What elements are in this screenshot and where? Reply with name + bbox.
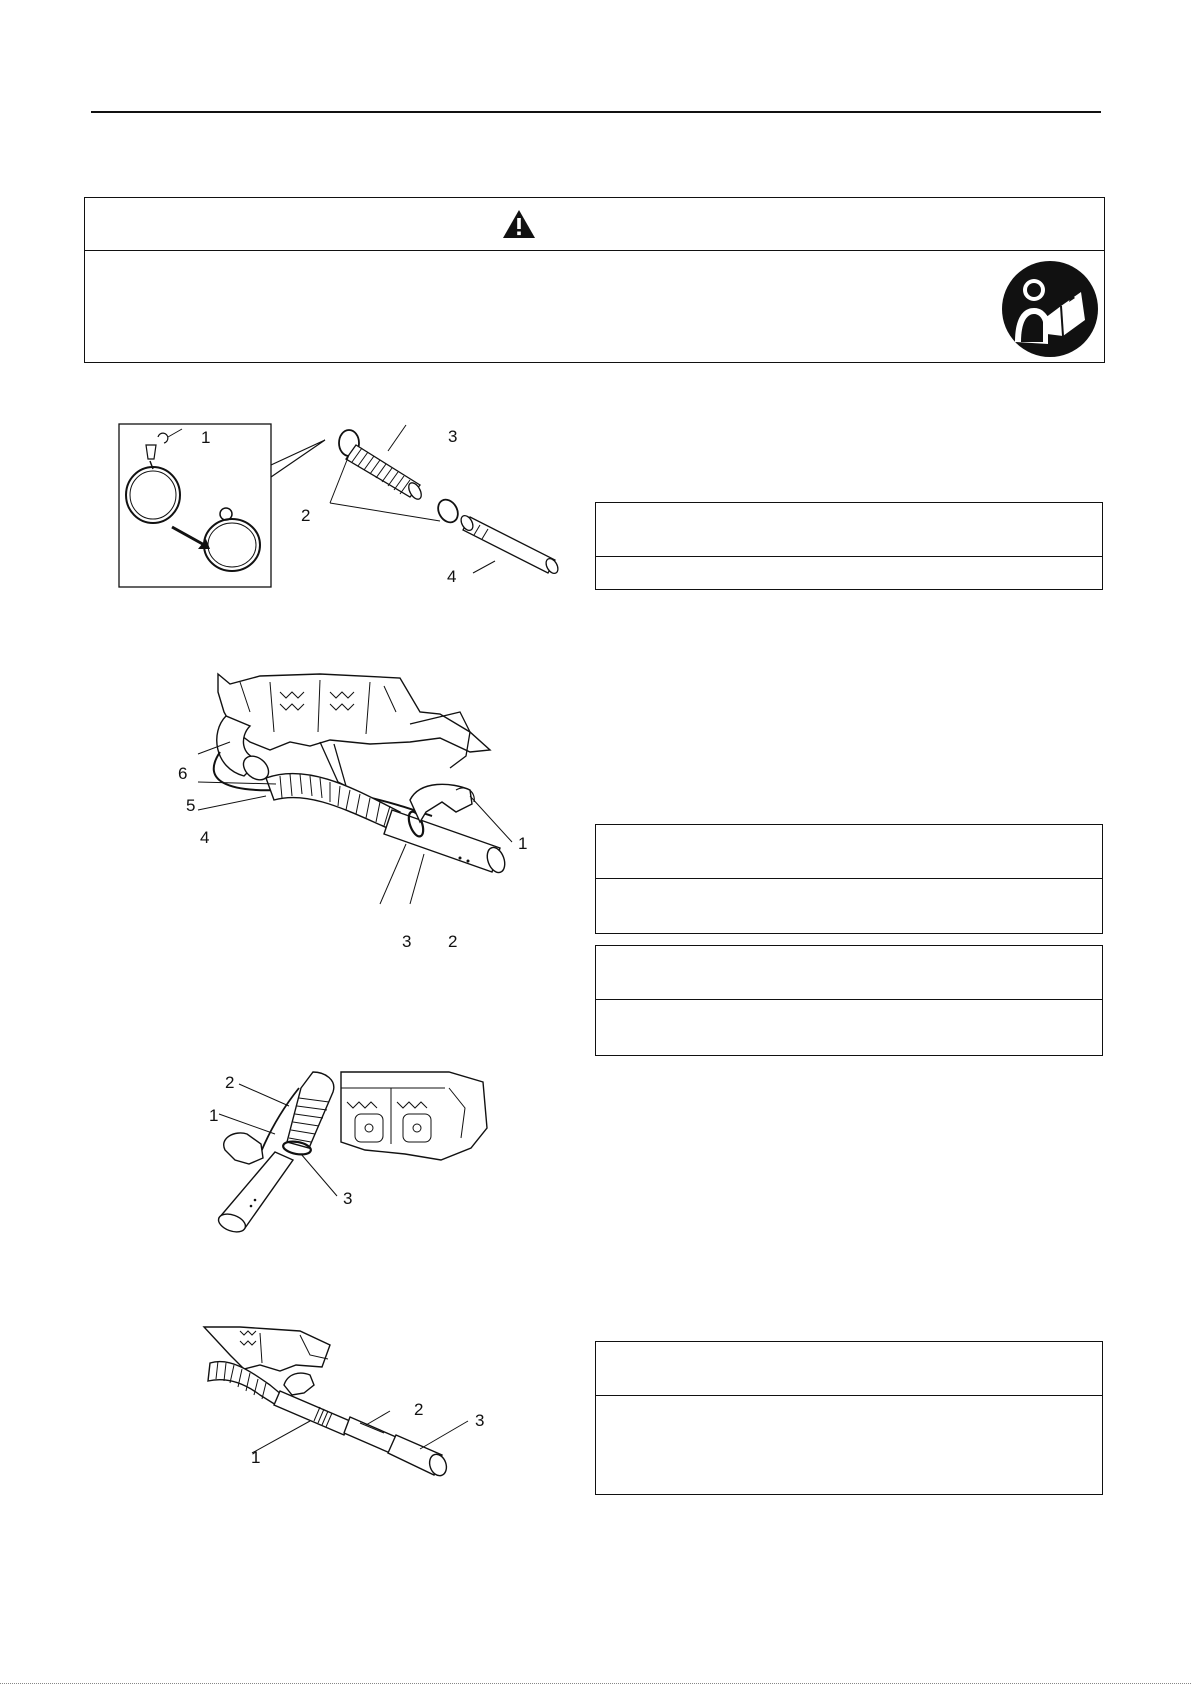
pipe-rotation-diagram — [205, 1068, 495, 1243]
info-box-d — [595, 1341, 1103, 1495]
header-rule — [91, 111, 1101, 113]
extension-pipe-diagram — [200, 1325, 500, 1505]
fig2-callout-6: 6 — [178, 764, 188, 783]
read-manual-icon — [1001, 260, 1099, 358]
info-box-a — [595, 502, 1103, 590]
fig4-callout-1: 1 — [251, 1448, 261, 1467]
fig2-callout-3: 3 — [402, 932, 412, 951]
warning-box — [84, 197, 1105, 363]
figure-1 — [110, 415, 570, 595]
fig1-callout-4: 4 — [447, 567, 457, 586]
fig2-callout-2: 2 — [448, 932, 458, 951]
fig3-callout-1: 1 — [209, 1106, 219, 1125]
fig2-callout-5: 5 — [186, 796, 196, 815]
fig3-callout-3: 3 — [343, 1189, 353, 1208]
fig2-callout-1: 1 — [518, 834, 528, 853]
figure-2 — [170, 672, 540, 957]
fig1-callout-1: 1 — [201, 428, 211, 447]
info-box-b — [595, 824, 1103, 934]
figure-4 — [200, 1325, 500, 1505]
info-box-c — [595, 945, 1103, 1056]
fig1-callout-3: 3 — [448, 427, 458, 446]
fig4-callout-2: 2 — [414, 1400, 424, 1419]
figure-3 — [205, 1068, 495, 1243]
fig4-callout-3: 3 — [475, 1411, 485, 1430]
fig1-callout-2: 2 — [301, 506, 311, 525]
warning-header — [85, 198, 1104, 251]
warning-triangle-icon — [501, 208, 537, 240]
page-bottom-edge — [0, 1683, 1191, 1684]
blower-pipe-assembly-diagram — [170, 672, 540, 957]
fig2-callout-4: 4 — [200, 828, 210, 847]
hose-clamp-diagram — [110, 415, 570, 595]
fig3-callout-2: 2 — [225, 1073, 235, 1092]
